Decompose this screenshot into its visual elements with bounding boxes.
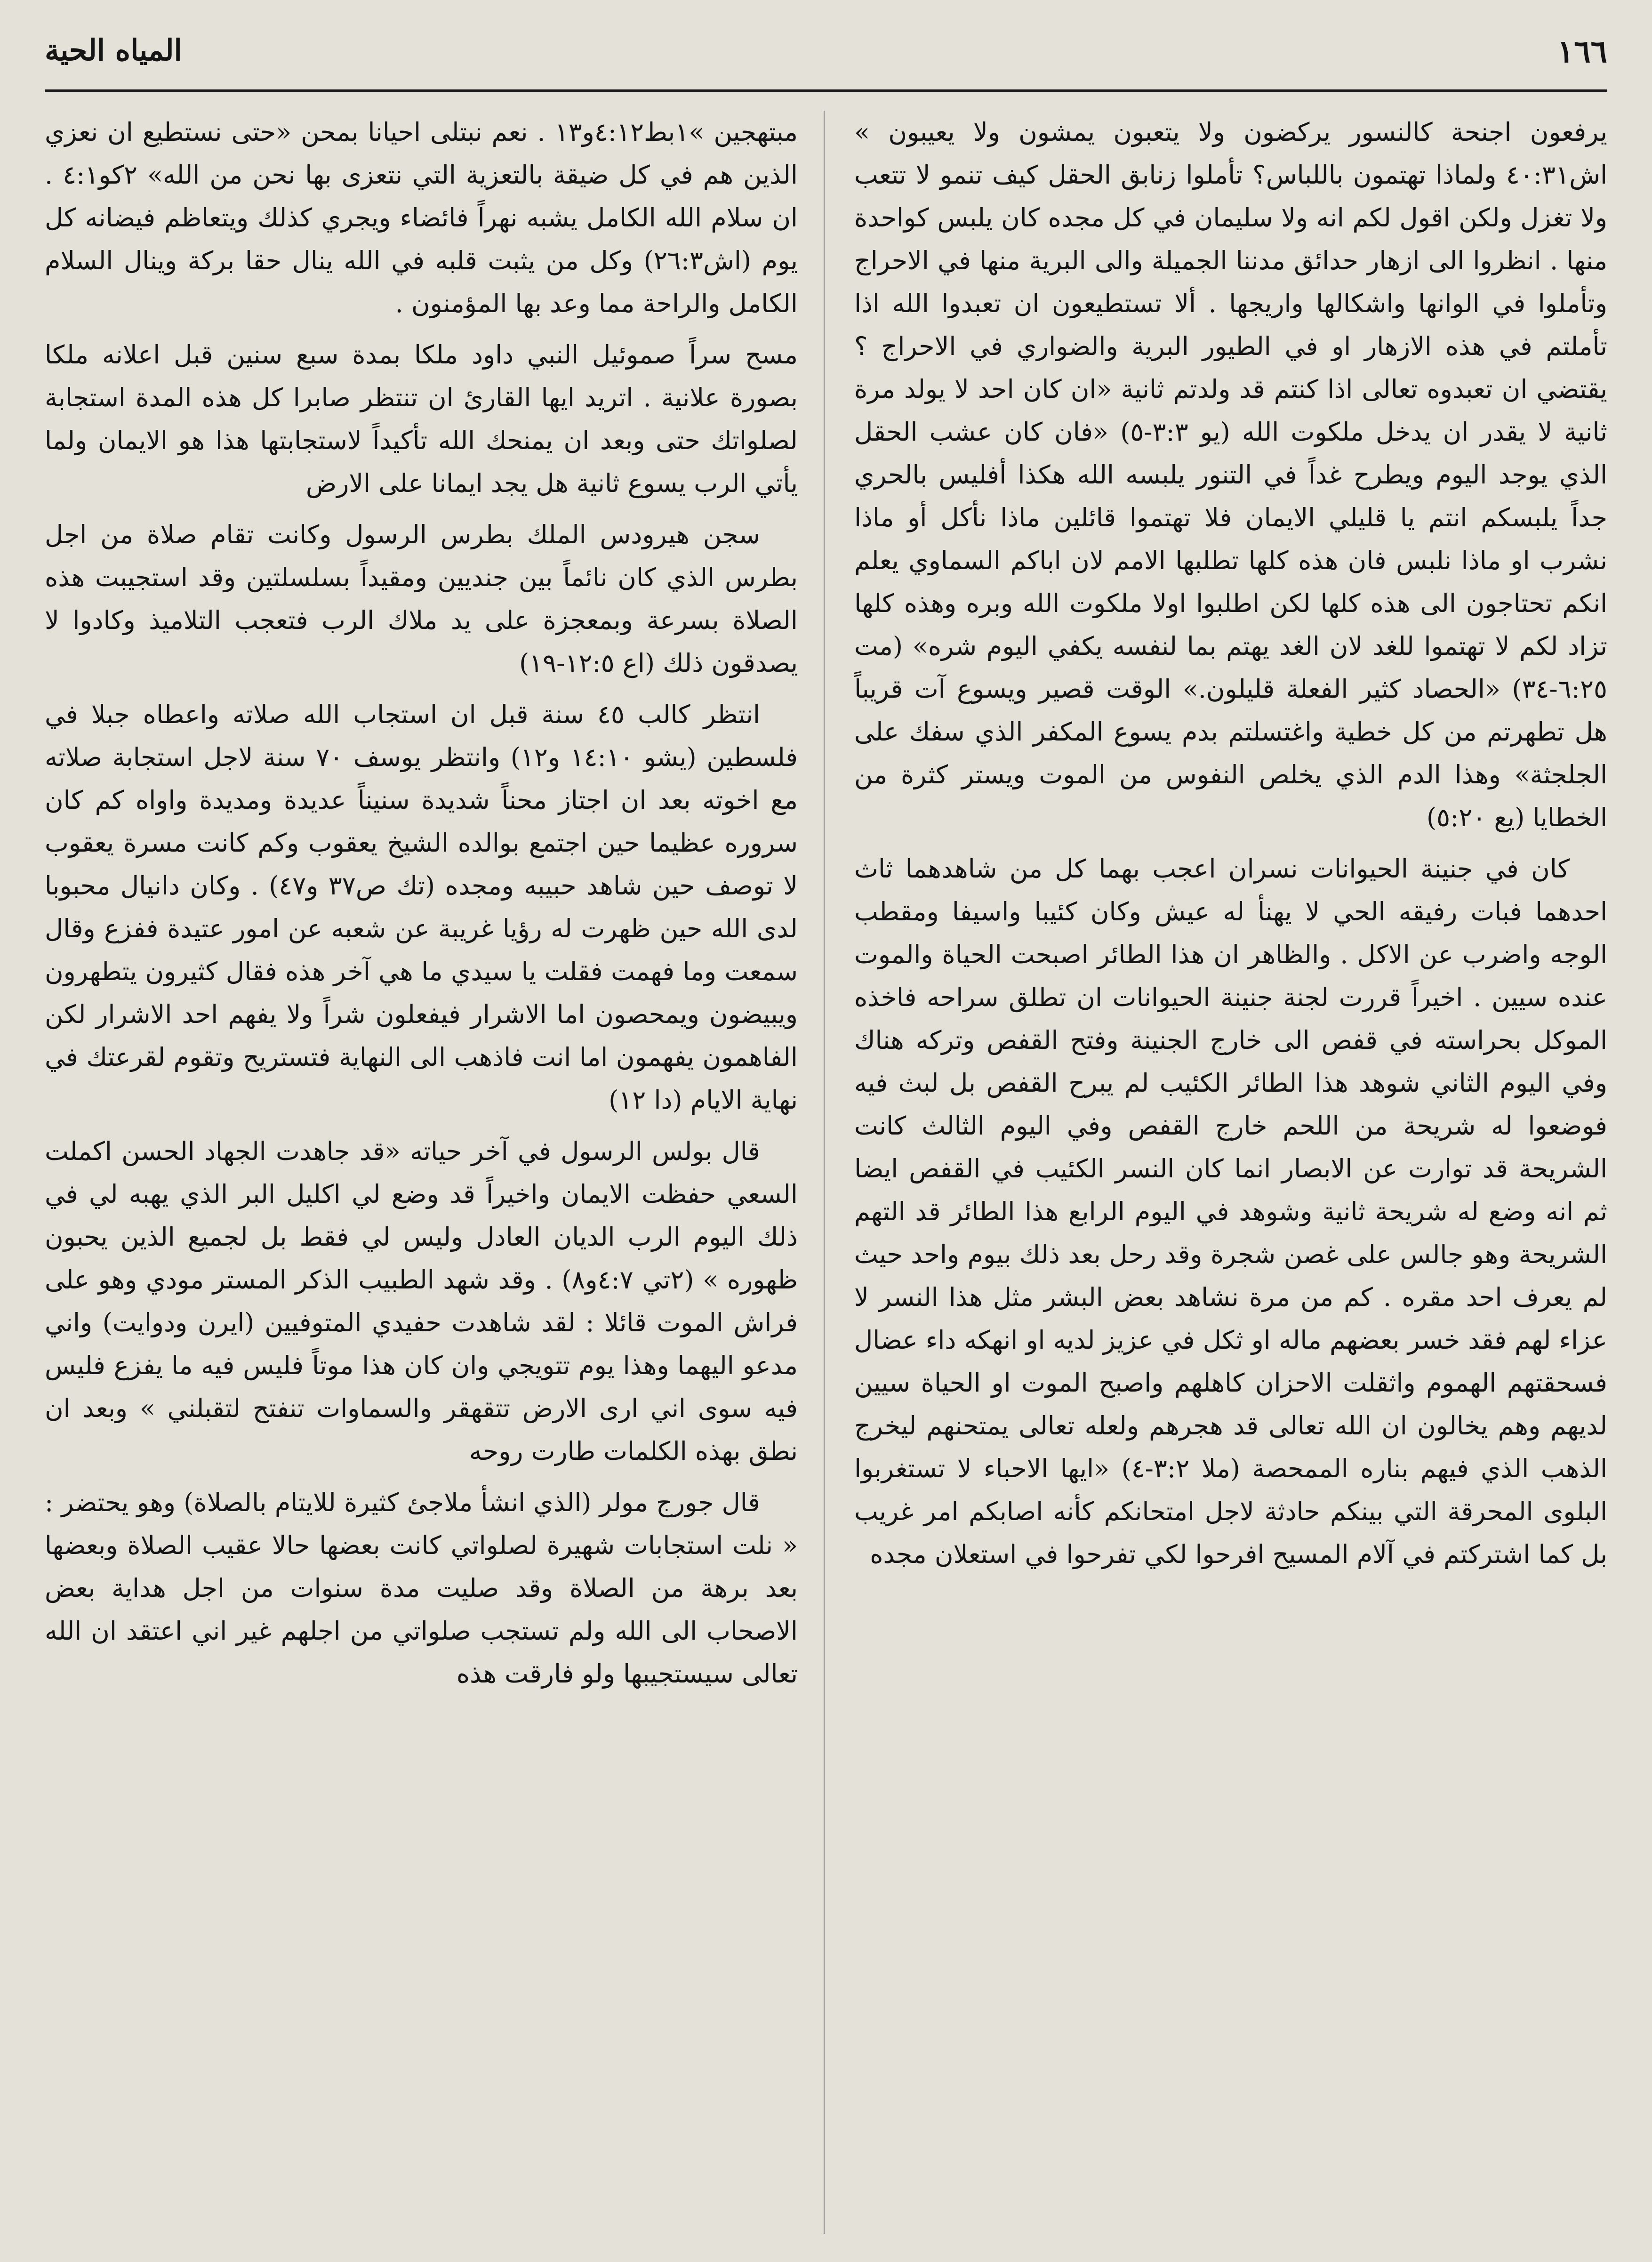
header-rule (45, 89, 1607, 92)
running-title: المياه الحية (45, 33, 182, 67)
paragraph: مسح سراً صموئيل النبي داود ملكا بمدة سبع سنين قبل اعلانه ملكا بصورة علانية . اتريد ايها القارئ ان تنتظر صابرا كل هذه المدة استجابة لصلواتك حتى وبعد ان يمنحك الله تأكيداً لاستجابتها هذا هو الايمان ولما يأتي الرب يسوع ثانية هل يجد ايمانا على الارض (45, 340, 798, 498)
page-header (45, 33, 1607, 85)
paragraph: انتظر كالب ٤٥ سنة قبل ان استجاب الله صلاته واعطاه جبلا في فلسطين (يشو ١٤:١٠ و١٢) وانتظر يوسف ٧٠ سنة لاجل استجابة صلاته مع اخوته بعد ان اجتاز محناً شديدة سنيناً عديدة ومديدة واواه كم كان سروره عظيما حين اجتمع بوالده الشيخ يعقوب وكم كانت مسرة يعقوب لا توصف حين شاهد حبيبه ومجده (تك ص٣٧ و٤٧) . وكان دانيال محبوبا لدى الله حين ظهرت له رؤيا غريبة عن شعبه عن امور عتيدة ففزع وقال سمعت وما فهمت فقلت يا سيدي ما هي آخر هذه فقال كثيرون يتطهرون ويبيضون ويمحصون اما الاشرار فيفعلون شراً ولا يفهم احد الاشرار لكن الفاهمون يفهمون اما انت فاذهب الى النهاية فتستريح وتقوم لقرعتك في نهاية الايام (دا ١٢) (45, 700, 798, 1115)
paragraph: قال بولس الرسول في آخر حياته «قد جاهدت الجهاد الحسن اكملت السعي حفظت الايمان واخيراً قد وضع لي اكليل البر الذي يهبه لي في ذلك اليوم الرب الديان العادل وليس لي فقط بل لجميع الذين يحبون ظهوره » (٢تي ٤:٧و٨) . وقد شهد الطبيب الذكر المستر مودي وهو على فراش الموت قائلا : لقد شاهدت حفيدي المتوفيين (ايرن ودوايت) واني مدعو اليهما وهذا يوم تتويجي وان كان هذا موتاً فليس فيه ما يفزع فليس فيه سوى اني ارى الارض تتقهقر والسماوات تنفتح لتقبلني » وبعد ان نطق بهذه الكلمات طارت روحه (45, 1136, 798, 1466)
page-number: ١٦٦ (1557, 33, 1607, 70)
paragraph: يرفعون اجنحة كالنسور يركضون ولا يتعبون يمشون ولا يعيبون » اش٤٠:٣١ ولماذا تهتمون باللباس؟ تأملوا زنابق الحقل كيف تنمو لا تتعب ولا تغزل ولكن اقول لكم انه ولا سليمان في كل مجده كان يلبس كواحدة منها . انظروا الى ازهار حدائق مدننا الجميلة والى البرية منها في الاحراج وتأملوا في الوانها واشكالها واريجها . ألا تستطيعون ان تعبدوا الله اذا تأملتم في هذه الازهار او في الطيور البرية والضواري في الاحراج ؟ يقتضي ان تعبدوه تعالى اذا كنتم قد ولدتم ثانية «ان كان احد لا يولد مرة ثانية لا يقدر ان يدخل ملكوت الله (يو ٣:٣-٥) «فان كان عشب الحقل الذي يوجد اليوم ويطرح غداً في التنور يلبسه الله هكذا أفليس بالحري جداً يلبسكم انتم يا قليلي الايمان فلا تهتموا قائلين ماذا نأكل أو ماذا نشرب او ماذا نلبس فان هذه كلها تطلبها الامم لان اباكم السماوي يعلم انكم تحتاجون الى هذه كلها لكن اطلبوا اولا ملكوت الله وبره وهذه كلها تزاد لكم لا تهتموا للغد لان الغد يهتم بما لنفسه يكفي اليوم شره» (مت ٦:٢٥-٣٤) «الحصاد كثير الفعلة قليلون.» الوقت قصير ويسوع آت قريباً هل تطهرتم من كل خطية واغتسلتم بدم يسوع المكفر الذي سفك على الجلجثة» وهذا الدم الذي يخلص النفوس من الموت ويستر كثرة من الخطايا (يع ٥:٢٠) (854, 117, 1608, 832)
right-column (854, 111, 1607, 1584)
paragraph: كان في جنينة الحيوانات نسران اعجب بهما كل من شاهدهما ثاث احدهما فبات رفيقه الحي لا يهنأ له عيش وكان كئيبا واسيفا ومقطب الوجه واضرب عن الاكل . والظاهر ان هذا الطائر اصبحت الحياة والموت عنده سيين . اخيراً قررت لجنة جنينة الحيوانات ان تطلق سراحه فاخذه الموكل بحراسته في قفص الى خارج الجنينة وفتح القفص وتركه هناك وفي اليوم الثاني شوهد هذا الطائر الكئيب لم يبرح القفص بل لبث فيه فوضعوا له شريحة من اللحم خارج القفص وفي اليوم الثالث كانت الشريحة قد توارت عن الابصار انما كان النسر الكئيب في القفص ايضا ثم انه وضع له شريحة ثانية وشوهد في اليوم الرابع هذا الطائر قد التهم الشريحة وهو جالس على غصن شجرة وقد رحل بعد ذلك بيوم واحد حيث لم يعرف احد مقره . كم من مرة نشاهد بعض البشر مثل هذا النسر لا عزاء لهم فقد خسر بعضهم ماله او ثكل في عزيز لديه او انهكه داء عضال فسحقتهم الهموم واثقلت الاحزان كاهلهم واصبح الموت او الحياة سيين لديهم وهم يخالون ان الله تعالى قد هجرهم ولعله تعالى يمتحنهم ليخرج الذهب الذي فيهم بناره الممحصة (ملا ٣:٢-٤) «ايها الاحباء لا تستغربوا البلوى المحرقة التي بينكم حادثة لاجل امتحانكم كأنه اصابكم امر غريب بل كما اشتركتم في آلام المسيح افرحوا لكي تفرحوا في استعلان مجده (854, 854, 1607, 1569)
paragraph: قال جورج مولر (الذي انشأ ملاجئ كثيرة للايتام بالصلاة) وهو يحتضر : « نلت استجابات شهيرة لصلواتي كانت بعضها حالا عقيب الصلاة وبعضها بعد برهة من الصلاة وقد صليت مدة سنوات من اجل هداية بعض الاصحاب الى الله ولم تستجب صلواتي من اجلهم غير اني اعتقد ان الله تعالى سيستجيبها ولو فارقت هذه (45, 1488, 798, 1689)
paragraph: سجن هيرودس الملك بطرس الرسول وكانت تقام صلاة من اجل بطرس الذي كان نائماً بين جنديين ومقيداً بسلسلتين وقد استجيبت هذه الصلاة بسرعة وبمعجزة على يد ملاك الرب فتعجب التلاميذ وكادوا لا يصدقون ذلك (اع ١٢:٥-١٩) (45, 520, 798, 678)
column-divider (824, 111, 825, 2234)
paragraph: مبتهجين »١بط٤:١٢و١٣ . نعم نبتلى احيانا بمحن «حتى نستطيع ان نعزي الذين هم في كل ضيقة بالتعزية التي نتعزى بها نحن من الله» ٢كو٤:١ . ان سلام الله الكامل يشبه نهراً فائضاء ويجري كذلك ويتعاظم فيضانه كل يوم (اش٢٦:٣) وكل من يثبت قلبه في الله ينال حقا بركة وينال السلام الكامل والراحة مما وعد بها المؤمنون . (45, 117, 798, 318)
left-column (45, 111, 798, 1704)
